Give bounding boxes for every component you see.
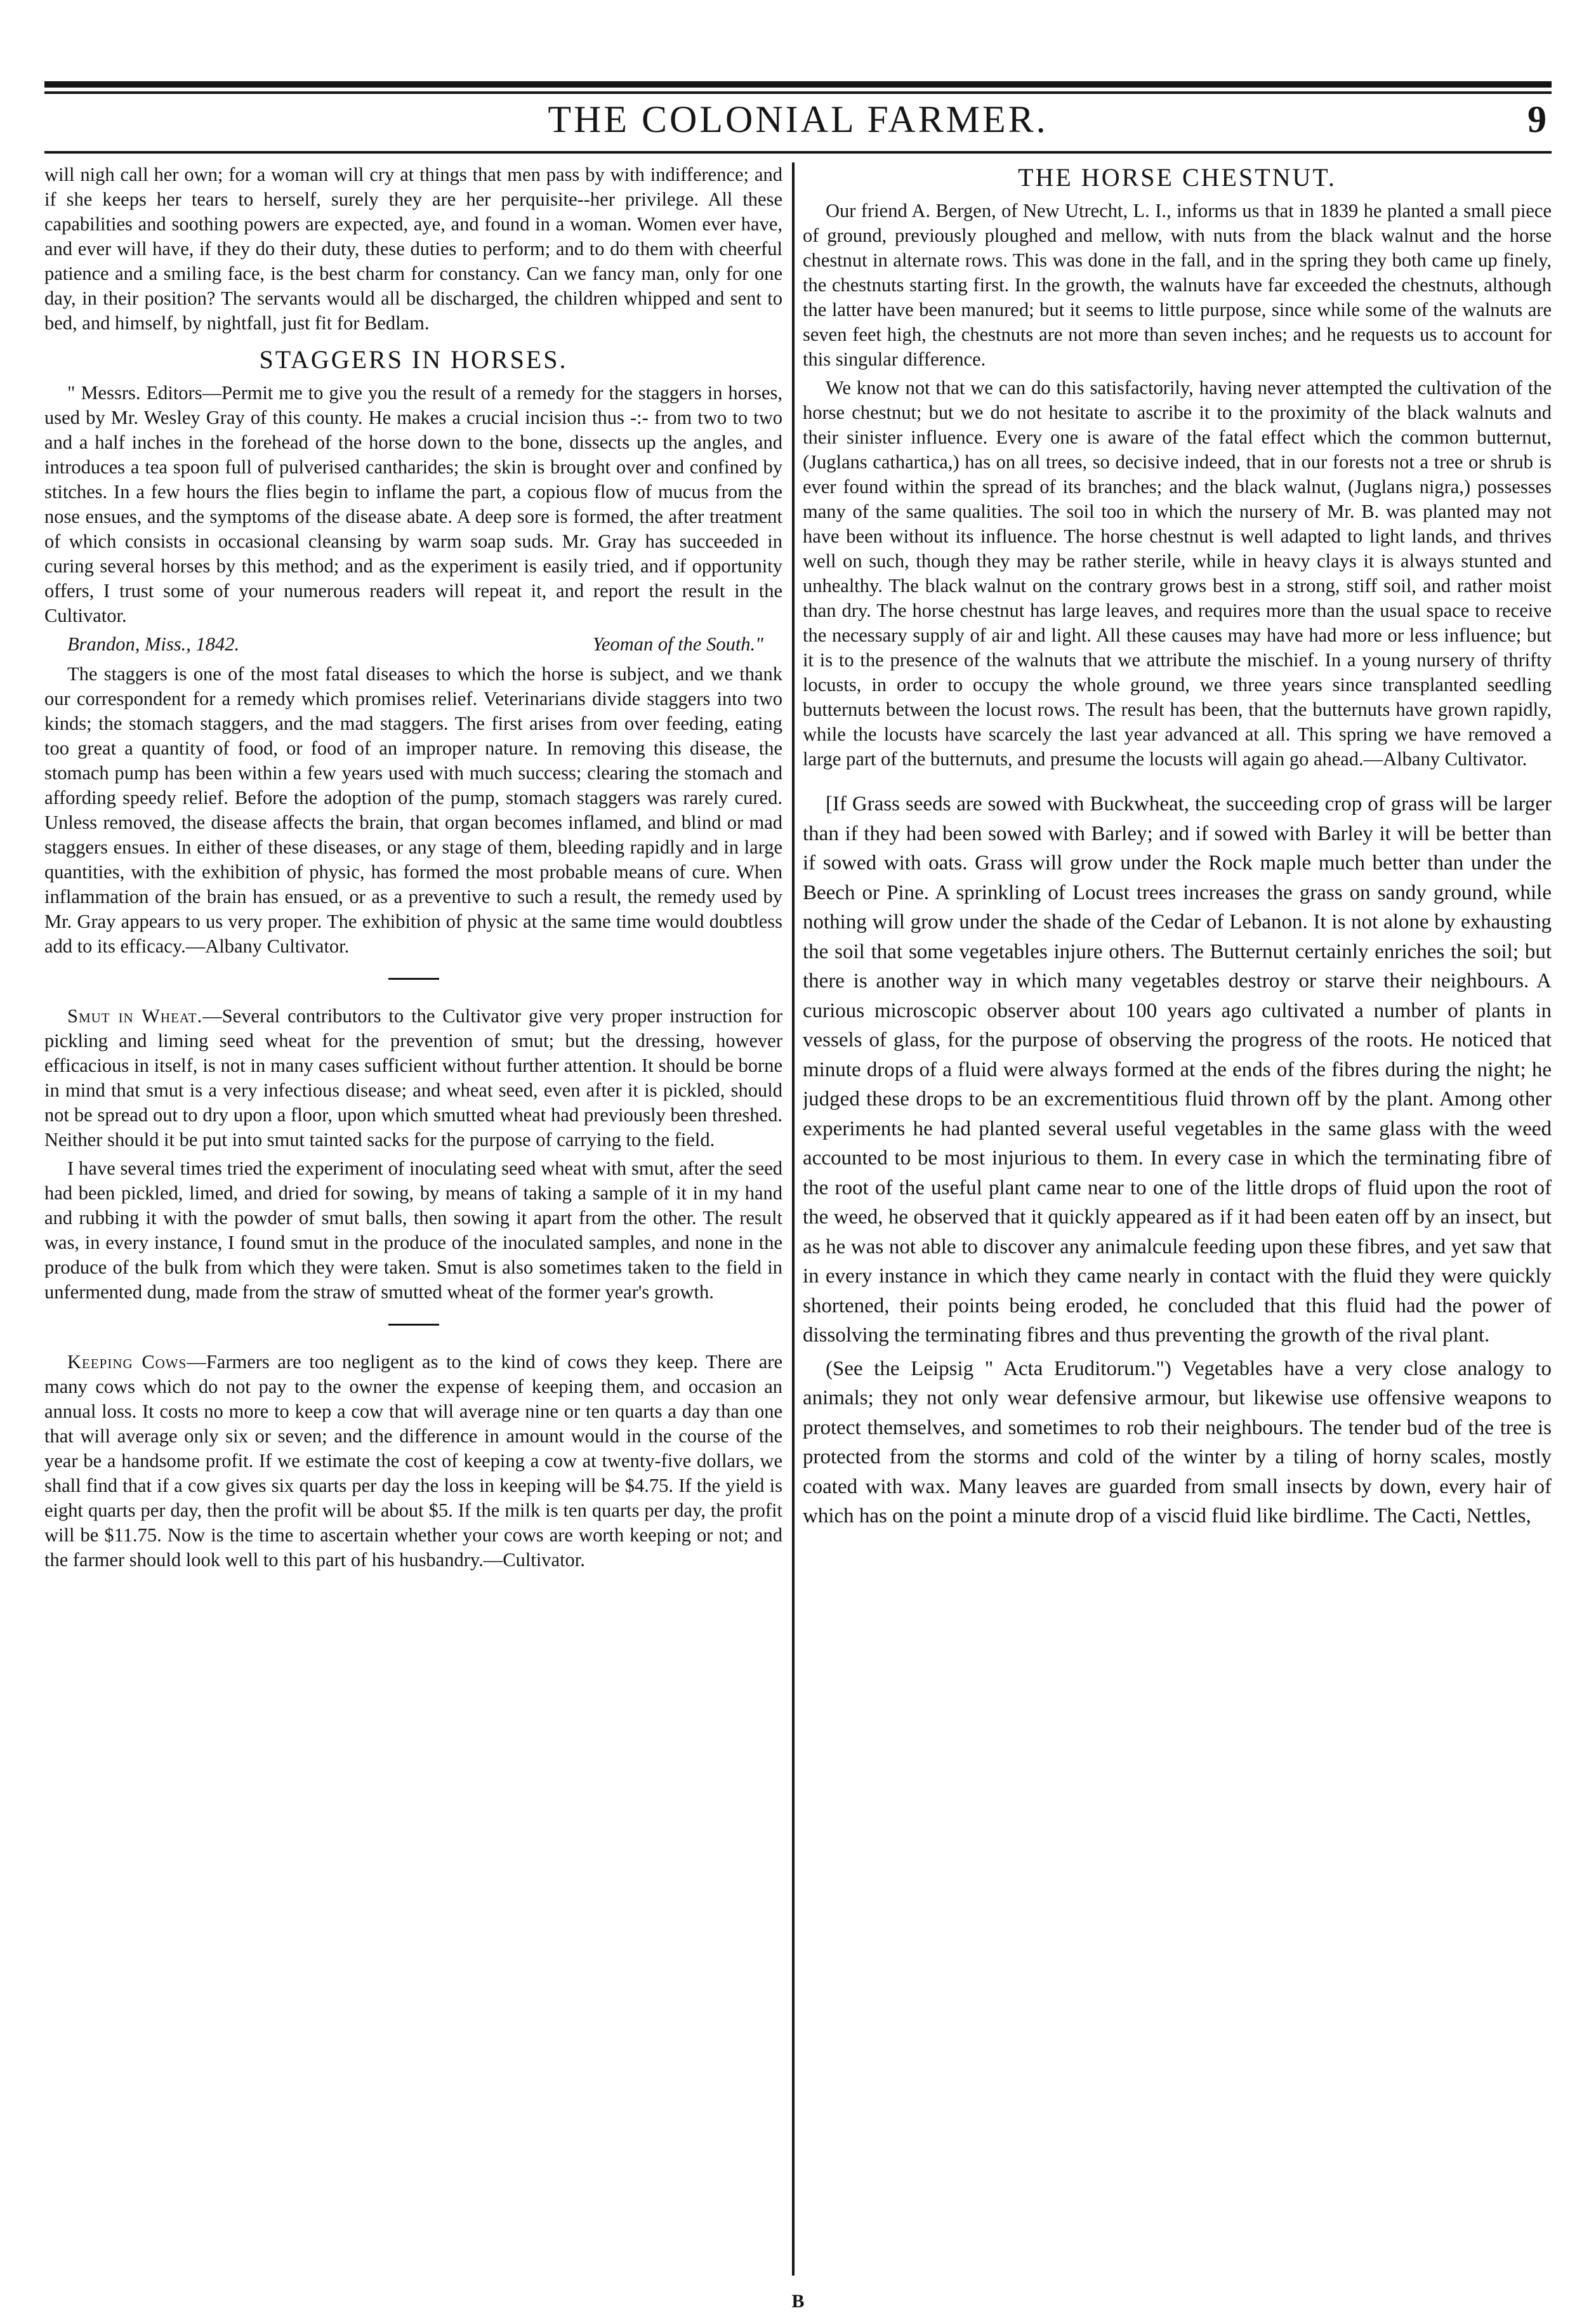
article-horse-chestnut [803,162,1552,772]
right-column [803,162,1552,2276]
left-column [44,162,782,2276]
article-lead: Keeping Cows [67,1351,187,1373]
article-heading: STAGGERS IN HORSES. [259,345,568,374]
article-heading: THE HORSE CHESTNUT. [1018,163,1336,192]
article-grass-note [803,789,1552,1531]
section-divider [388,978,439,980]
column-divider [792,162,795,2276]
smut-paragraph-1 [44,1004,782,1152]
grass-paragraph-1: [If Grass seeds are sowed with Buckwheat, the succeeding crop of grass will be larger than if they had been sowed with Barley; and if sowed with Barley it will be better than if sowed with oats. Grass will grow under the Rock maple much better than under the Beech or Pine. A sprinkling of Locust trees increases the grass on sandy ground, while nothing will grow under the shade of the Cedar of Lebanon. It is not alone by exhausting the soil that some vegetables injure others. The Butternut certainly enriches the soil; but there is another way in which many vegetables destroy or starve their neighbours. A curious microscopic observer about 100 years ago cultivated a number of plants in vessels of glass, for the purpose of observing the progress of the roots. He noticed that minute drops of a fluid were always formed at the ends of the fibres during the night; he judged these drops to be an excrementitious fluid thrown off by the plant. Among other experiments he had planted several useful vegetables in the same glass with the weed accounted to be most injurious to them. In every case in which the terminating fibre of the root of the useful plant came near to one of the little drops of fluid upon the root of the weed, he observed that it quickly appeared as if it had been eaten off by an insect, but as he was not able to discover any animalcule feeding upon these fibres, and yet saw that in every instance in which they came nearly in contact with the fluid they were quickly shortened, their points being eroded, he concluded that this fluid had the power of dissolving the terminating fibres and thus preventing the growth of the rival plant. [803,793,1552,1347]
continued-paragraph: will nigh call her own; for a woman will cry at things that men pass by with indifference; and if she keeps her tears to herself, surely they are her perquisite--her privilege. All these capabilities and soothing powers are expected, aye, and found in a woman. Women ever have, and ever will have, if they do their duty, these duties to perform; and to do them with cheerful patience and a smiling face, is the best charm for constancy. Can we fancy man, only for one day, in their position? The servants would all be discharged, the children whipped and sent to bed, and himself, by nightfall, just fit for Bedlam. [44,164,782,334]
grass-paragraph-2: (See the Leipsig " Acta Eruditorum.") Vegetables have a very close analogy to animals; they not only wear defensive armour, but likewise use offensive weapons to protect themselves, and sometimes to rob their neighbours. The tender bud of the tree is protected from the storms and cold of the winter by a tiling of horny scales, mostly coated with wax. Many leaves are guarded from small insects by down, every hair of which has on the point a minute drop of a viscid fluid like birdlime. The Cacti, Nettles, [803,1357,1552,1527]
smut-paragraph-2: I have several times tried the experiment of inoculating seed wheat with smut, after the seed had been pickled, limed, and dried for sowing, by means of taking a sample of it in my hand and rubbing it with the powder of smut balls, then sowing it apart from the other. The result was, in every instance, I found smut in the produce of the inoculated samples, and none in the produce of the bulk from which they were taken. Smut is also sometimes taken to the field in unfermented dung, made from the straw of smutted wheat of the former year's growth. [44,1157,782,1303]
dateline: Brandon, Miss., 1842. [67,633,240,655]
page-number: 9 [1527,98,1547,140]
header-rule-bottom [44,151,1552,154]
article-staggers [44,345,782,959]
chestnut-paragraph-2: We know not that we can do this satisfactorily, having never attempted the cultivation of the horse chestnut; but we do not hesitate to ascribe it to the proximity of the black walnuts and their sinister influence. Every one is aware of the fatal effect which the common butternut, (Juglans cathartica,) has on all trees, so decisive indeed, that in our forests not a tree or shrub is ever found within the spread of its branches; and the black walnut, (Juglans nigra,) possesses many of the same qualities. The soil too in which the nursery of Mr. B. was planted may not have been without its influence. The horse chestnut is well adapted to light lands, and thrives well on such, though they may be rather sterile, while in heavy clays it is always stunted and unhealthy. The black walnut on the contrary grows best in a strong, stiff soil, and rather moist than dry. The horse chestnut has large leaves, and requires more than the usual space to receive the necessary supply of air and light. All these causes may have had more or less influence; but it is to the presence of the walnuts that we attribute the mischief. In a young nursery of thrifty locusts, in order to occupy the whole ground, we three years since transplanted seedling butternuts between the locust rows. The result has been, that the butternuts have grown rapidly, while the locusts have scarcely the last year advanced at all. This spring we have removed a large part of the butternuts, and presume the locusts will again go ahead.—Albany Cultivator. [803,377,1552,770]
header-rule-thick [44,81,1552,88]
article-keeping-cows [44,1350,782,1572]
chestnut-paragraph-1: Our friend A. Bergen, of New Utrecht, L. I., informs us that in 1839 he planted a small piece of ground, previously ploughed and mellow, with nuts from the black walnut and the horse chestnut in alternate rows. This was done in the fall, and in the spring they both came up finely, the chestnuts starting first. In the growth, the walnuts have far exceeded the chestnuts, although the latter have been manured; but it seems to little purpose, since while some of the walnuts are seven feet high, the chestnuts are not more than seven inches; and he requests us to account for this singular difference. [803,200,1552,370]
letter-paragraph: " Messrs. Editors—Permit me to give you the result of a remedy for the staggers in horses, used by Mr. Wesley Gray of this county. He makes a crucial incision thus -:- from two to two and a half inches in the forehead of the horse down to the bone, dissects up the angles, and introduces a tea spoon full of pulverised cantharides; the skin is brought over and confined by stitches. In a few hours the flies begin to inflame the part, a copious flow of mucus from the nose ensues, and the symptoms of the disease abate. A deep sore is formed, the after treatment of which consists in occasional cleansing by warm soap suds. Mr. Gray has succeeded in curing several horses by this method; and as the experiment is easily tried, and if opportunity offers, I trust some of your numerous readers will repeat it, and report the result in the Cultivator. [44,382,782,626]
signature-mark: B [791,2291,805,2312]
page-title: THE COLONIAL FARMER. [548,98,1048,140]
smut-body-1: —Several contributors to the Cultivator give very proper instruction for pickling and liming seed wheat for the prevention of smut; but the dressing, however efficacious in itself, is not in many cases sufficient without further attention. It should be borne in mind that smut is a very infectious disease; and wheat seed, even after it is pickled, should not be spread out to dry upon a floor, upon which smutted wheat had previously been threshed. Neither should it be put into smut tainted sacks for the purpose of carrying to the field. [44,1005,782,1150]
signature: Yeoman of the South." [592,633,763,655]
article-smut-in-wheat [44,1004,782,1305]
page-header [44,95,1552,145]
article-lead: Smut in Wheat. [67,1005,203,1027]
signature-line [44,632,782,657]
section-divider [388,1324,439,1326]
cows-body: —Farmers are too negligent as to the kind of cows they keep. There are many cows which do not pay to the owner the expense of keeping them, and occasion an annual loss. It costs no more to keep a cow that will average nine or ten quarts a day than one that will average only six or seven; and the difference in amount would in the course of the year be a handsome profit. If we estimate the cost of keeping a cow at twenty-five dollars, we shall find that if a cow gives six quarts per day the loss in keeping will be $4.75. If the yield is eight quarts per day, then the profit will be about $5. If the milk is ten quarts per day, the profit will be $11.75. Now is the time to ascertain whether your cows are worth keeping or not; and the farmer should look well to this part of his husbandry.—Cultivator. [44,1351,782,1571]
cows-paragraph [44,1350,782,1572]
header-rule-thin [44,91,1552,94]
spacer [803,775,1552,789]
editor-reply-paragraph: The staggers is one of the most fatal diseases to which the horse is subject, and we thank our correspondent for a remedy which promises relief. Veterinarians divide staggers into two kinds; the stomach staggers, and the mad staggers. The first arises from over feeding, eating too great a quantity of food, or food of an improper nature. In removing this disease, the stomach pump has been within a few years used with much success; clearing the stomach and affording speedy relief. Before the adoption of the pump, stomach staggers was rarely cured. Unless removed, the disease affects the brain, that organ becomes inflamed, and blind or mad staggers ensues. In either of these diseases, or any stage of them, bleeding rapidly and in large quantities, with the exhibition of physic, has formed the most probable means of cure. When inflammation of the brain has ensued, or as a preventive to such a result, the remedy used by Mr. Gray appears to us very proper. The exhibition of physic at the same time would doubtless add to its efficacy.—Albany Cultivator. [44,663,782,957]
